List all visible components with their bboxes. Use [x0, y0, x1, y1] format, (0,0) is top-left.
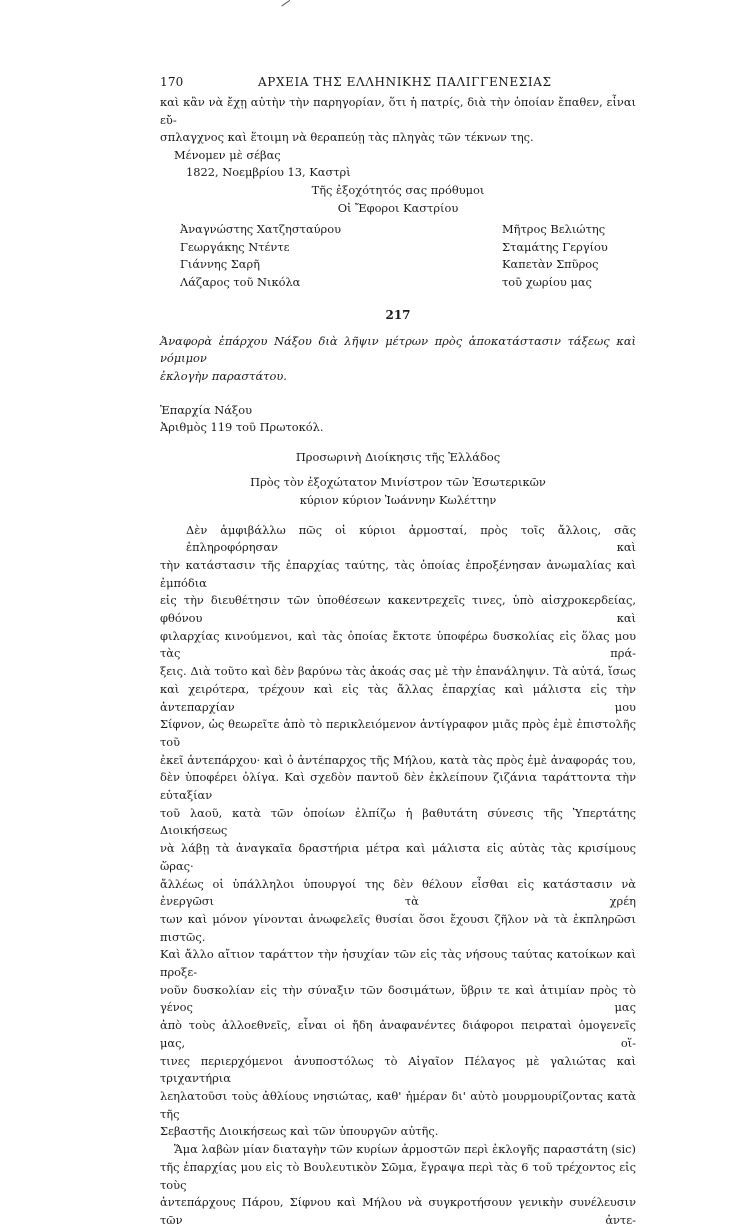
signatory-name: Γεωργάκης Ντέντε: [180, 239, 290, 254]
signatory-name: τοῦ χωρίου μας: [502, 274, 592, 289]
body-line: τινες περιερχόμενοι ἀνυποστόλως τὸ Αἰγαῖον Πέλαγος μὲ γαλιώτας καὶ τριχαντήρια: [160, 1053, 636, 1086]
body-line: ξεις. Διὰ τοῦτο καὶ δὲν βαρύνω τὰς ἀκοάς σας μὲ τὴν ἐπανάληψιν. Τὰ αὐτά, ἴσως: [160, 664, 636, 679]
protocol-number: Ἀριθμὸς 119 τοῦ Πρωτοκόλ.: [160, 420, 324, 435]
summary-line: Ἀναφορὰ ἐπάρχου Νάξου διὰ λῆψιν μέτρων πρὸς ἀποκατάστασιν τάξεως καὶ νόμιμον: [160, 333, 636, 366]
signatory-name: Γιάννης Σαρῆ: [180, 257, 261, 272]
letter-date: 1822, Νοεμβρίου 13, Καστρὶ: [186, 165, 351, 180]
running-header: [160, 74, 636, 94]
body-line: ἐκεῖ ἀντεπάρχου· καὶ ὁ ἀντέπαρχος τῆς Μήλου, κατὰ τὰς πρὸς ἐμὲ ἀναφοράς του,: [160, 752, 636, 767]
signatories-right-column: [502, 221, 608, 291]
body-line: νὰ λάβῃ τὰ ἀναγκαῖα δραστήρια μέτρα καὶ μάλιστα εἰς αὐτὰς τὰς κρισίμους ὥρας·: [160, 841, 636, 873]
body-line: Δὲν ἀμφιβάλλω πῶς οἱ κύριοι ἁρμοσταί, πρὸς τοῖς ἄλλοις, σᾶς ἐπληροφόρησαν καὶ: [186, 522, 636, 555]
addressee-block: [160, 449, 636, 510]
body-line: καὶ χειρότερα, τρέχουν καὶ εἰς τὰς ἄλλας ἐπαρχίας καὶ μάλιστα εἰς τὴν ἀντεπαρχίαν μου: [160, 681, 636, 714]
running-title: ΑΡΧΕΙΑ ΤΗΣ ΕΛΛΗΝΙΚΗΣ ΠΑΛΙΓΓΕΝΕΣΙΑΣ: [258, 75, 552, 89]
book-page: [160, 74, 636, 1230]
signatories-left-column: [180, 221, 341, 291]
body-line: Καὶ ἄλλο αἴτιον ταράττον τὴν ἡσυχίαν τῶν εἰς τὰς νήσους ταύτας κατοίκων καὶ προξε-: [160, 947, 636, 980]
signatory-name: Μῆτρος Βελιώτης: [502, 222, 606, 237]
document-summary: [160, 333, 636, 386]
page-number: 170: [160, 75, 184, 89]
sender-block: [160, 402, 636, 437]
signatories: [160, 221, 636, 293]
signatory-name: Λάζαρος τοῦ Νικόλα: [180, 274, 301, 289]
body-line: φιλαρχίας κινούμενοι, καὶ τὰς ὁποίας ἔκτοτε ὑποφέρω δυσκολίας εἰς ὅλας μου τὰς πρά-: [160, 628, 636, 661]
body-line: λεηλατοῦσι τοὺς ἀθλίους νησιώτας, καθ' ἡμέραν δι' αὐτὸ μουρμουρίζοντας κατὰ τῆς: [160, 1089, 636, 1121]
text-line: σπλαγχνος καὶ ἕτοιμη νὰ θεραπεύῃ τὰς πληγὰς τῶν τέκνων της.: [160, 130, 534, 145]
body-line: Σίφνον, ὡς θεωρεῖτε ἀπὸ τὸ περικλειόμενον ἀντίγραφον μιᾶς πρὸς ἐμὲ ἐπιστολῆς τοῦ: [160, 717, 636, 749]
body-line: ἄλλέως οἱ ὑπάλληλοι ὑπουργοί της δὲν θέλουν εἶσθαι εἰς κατάστασιν νὰ ἐνεργῶσι τὰ χρέη: [160, 876, 636, 909]
signatory-name: Ἀναγνώστης Χατζησταύρου: [180, 222, 342, 237]
body-line: ἀντεπάρχους Πάρου, Σίφνου καὶ Μήλου νὰ συγκροτήσουν γενικὴν συνέλευσιν τῶν ἀντε-: [160, 1195, 636, 1227]
stray-pen-mark: [281, 0, 294, 13]
body-line: εἰς τὴν διευθέτησιν τῶν ὑποθέσεων κακεντρεχεῖς τινες, ὑπὸ αἰσχροκερδείας, φθόνου καὶ: [160, 593, 636, 626]
body-line: τῆς ἐπαρχίας μου εἰς τὸ Βουλευτικὸν Σῶμα, ἔγραψα περὶ τὰς 6 τοῦ τρέχοντος εἰς τοὺς: [160, 1159, 636, 1192]
body-line: Σεβαστῆς Διοικήσεως καὶ τῶν ὑπουργῶν αὐτῆς.: [160, 1124, 439, 1139]
body-line: νοῦν δυσκολίαν εἰς τὴν σύναξιν τῶν δοσιμάτων, ὕβριν τε καὶ ἀτιμίαν πρὸς τὸ γένος μας: [160, 982, 636, 1015]
addressee-minister: Πρὸς τὸν ἐξοχώτατον Μινίστρον τῶν Ἐσωτερικῶν: [250, 475, 546, 490]
closing-formula: Μένομεν μὲ σέβας: [174, 147, 281, 162]
body-line: τοῦ λαοῦ, κατὰ τῶν ὁποίων ἐλπίζω ἡ βαθυτάτη σύνεσις τῆς Ὑπερτάτης Διοικήσεως: [160, 805, 636, 838]
body-line: ἀπὸ τοὺς ἀλλοεθνεῖς, εἶναι οἱ ἤδη ἀναφανέντες διάφοροι πειραταὶ ὁμογενεῖς μας, οἵ-: [160, 1018, 636, 1050]
body-line: τὴν κατάστασιν τῆς ἐπαρχίας ταύτης, τὰς ὁποίας ἐπροξένησαν ἀνωμαλίας καὶ ἐμπόδια: [160, 557, 636, 590]
addressee-government: Προσωρινὴ Διοίκησις τῆς Ἑλλάδος: [295, 449, 501, 464]
sender-province: Ἐπαρχία Νάξου: [160, 402, 252, 417]
signatory-name: Σταμάτης Γεργίου: [502, 239, 608, 254]
letter-body: [160, 522, 636, 1230]
body-line: Ἅμα λαβὼν μίαν διαταγὴν τῶν κυρίων ἁρμοστῶν περὶ ἐκλογῆς παραστάτη (sic): [174, 1142, 636, 1157]
signatory-name: Καπετὰν Σπῦρος: [502, 257, 599, 272]
text-line: καὶ κἂν νὰ ἔχῃ αὐτὴν τὴν παρηγορίαν, ὅτι ἡ πατρίς, διὰ τὴν ὁποίαν ἔπαθεν, εἶναι εὔ-: [160, 95, 636, 127]
summary-line: ἐκλογὴν παραστάτου.: [160, 368, 287, 383]
document-number: 217: [385, 308, 411, 323]
signature-title: Οἱ Ἔφοροι Καστρίου: [337, 200, 459, 215]
body-line: των καὶ μόνον γίνονται ἀνωφελεῖς θυσίαι ὅσοι ἔχουσι ζῆλον νὰ τὰ ἐκπληρῶσι πιστῶς.: [160, 911, 636, 944]
previous-letter-ending: [160, 94, 636, 293]
signature-salutation: Τῆς ἐξοχότητός σας πρόθυμοι: [311, 182, 485, 197]
addressee-name: κύριον κύριον Ἰωάννην Κωλέττην: [299, 492, 497, 507]
body-line: δὲν ὑποφέρει ὀλίγα. Καὶ σχεδὸν παντοῦ δὲν ἐκλείπουν ζιζάνια ταράττοντα τὴν εὐταξίαν: [160, 770, 636, 803]
